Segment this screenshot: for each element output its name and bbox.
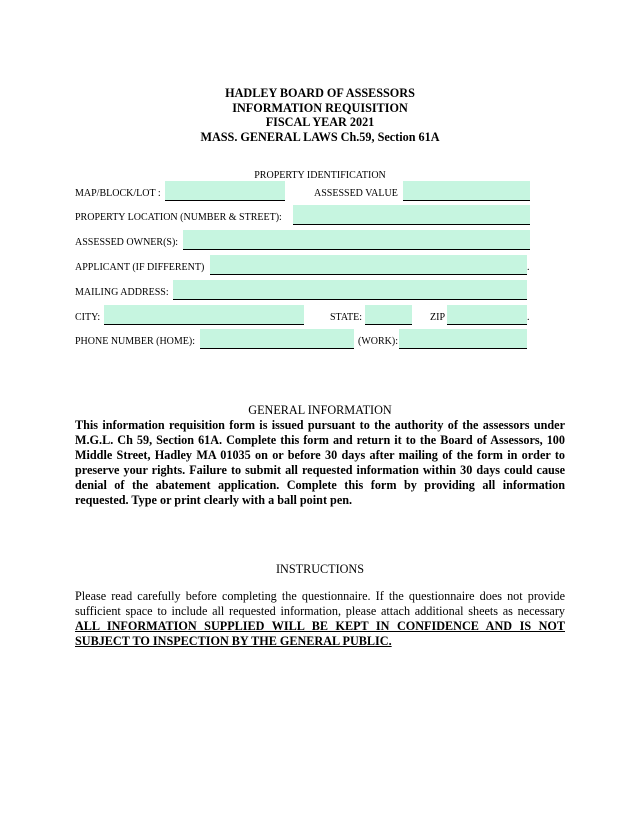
zip-period: .: [527, 312, 530, 323]
general-information-body: This information requisition form is issued pursuant to the authority of the assessors under M.G.L. Ch 59, Section 61A. Complete this form and return it to the Board of Assessors, 100 Middle Street, Hadley MA 01035 on or before 30 days after mailing of the form in order to preserve your rights. Failure to submit all requested information within 30 days could cause denial of the abatement application. Complete this form by providing all information requested. Type or print clearly with a ball point pen.: [75, 418, 565, 507]
row-mailing-address: [75, 280, 530, 300]
map-block-lot-label: MAP/BLOCK/LOT :: [75, 188, 161, 199]
row-applicant: [75, 255, 533, 275]
confidentiality-notice: ALL INFORMATION SUPPLIED WILL BE KEPT IN CONFIDENCE AND IS NOT SUBJECT TO INSPECTION BY THE GENERAL PUBLIC.: [75, 619, 565, 648]
instructions-title: INSTRUCTIONS: [275, 562, 365, 576]
phone-home-input[interactable]: [200, 329, 354, 349]
phone-work-label: (WORK):: [358, 336, 398, 347]
phone-work-input[interactable]: [399, 329, 527, 349]
assessed-owner-input[interactable]: [183, 230, 530, 250]
header-law: MASS. GENERAL LAWS Ch.59, Section 61A: [200, 129, 440, 144]
state-input[interactable]: [365, 305, 412, 325]
phone-home-label: PHONE NUMBER (HOME):: [75, 336, 195, 347]
zip-input[interactable]: [447, 305, 527, 325]
applicant-period: .: [527, 262, 530, 273]
row-property-location: [75, 205, 530, 225]
row-map-assessed: [75, 181, 530, 201]
property-location-label: PROPERTY LOCATION (NUMBER & STREET):: [75, 212, 282, 223]
instructions-text: Please read carefully before completing the questionnaire. If the questionnaire does not provide sufficient space to include all requested information, please attach additional sheets as necessary: [75, 589, 565, 618]
row-phone: [75, 329, 530, 349]
zip-label: ZIP: [430, 312, 445, 323]
row-city-state-zip: [75, 305, 533, 325]
header-requisition: INFORMATION REQUISITION: [232, 100, 408, 115]
header-fiscal-year: FISCAL YEAR 2021: [265, 115, 375, 129]
city-label: CITY:: [75, 312, 101, 323]
applicant-label: APPLICANT (IF DIFFERENT): [75, 262, 205, 273]
general-information-title: GENERAL INFORMATION: [248, 403, 392, 417]
instructions-body: [75, 589, 565, 649]
property-location-input[interactable]: [293, 205, 530, 225]
mailing-address-label: MAILING ADDRESS:: [75, 287, 169, 298]
map-block-lot-input[interactable]: [165, 181, 285, 201]
mailing-address-input[interactable]: [173, 280, 527, 300]
city-input[interactable]: [104, 305, 304, 325]
property-identification-title: PROPERTY IDENTIFICATION: [254, 170, 386, 181]
assessed-owner-label: ASSESSED OWNER(S):: [75, 237, 179, 248]
form-header: [0, 86, 640, 144]
assessed-value-label: ASSESSED VALUE: [314, 188, 398, 199]
row-assessed-owner: [75, 230, 530, 250]
assessed-value-input[interactable]: [403, 181, 530, 201]
applicant-input[interactable]: [210, 255, 527, 275]
header-board: HADLEY BOARD OF ASSESSORS: [225, 86, 415, 100]
state-label: STATE:: [330, 312, 362, 323]
